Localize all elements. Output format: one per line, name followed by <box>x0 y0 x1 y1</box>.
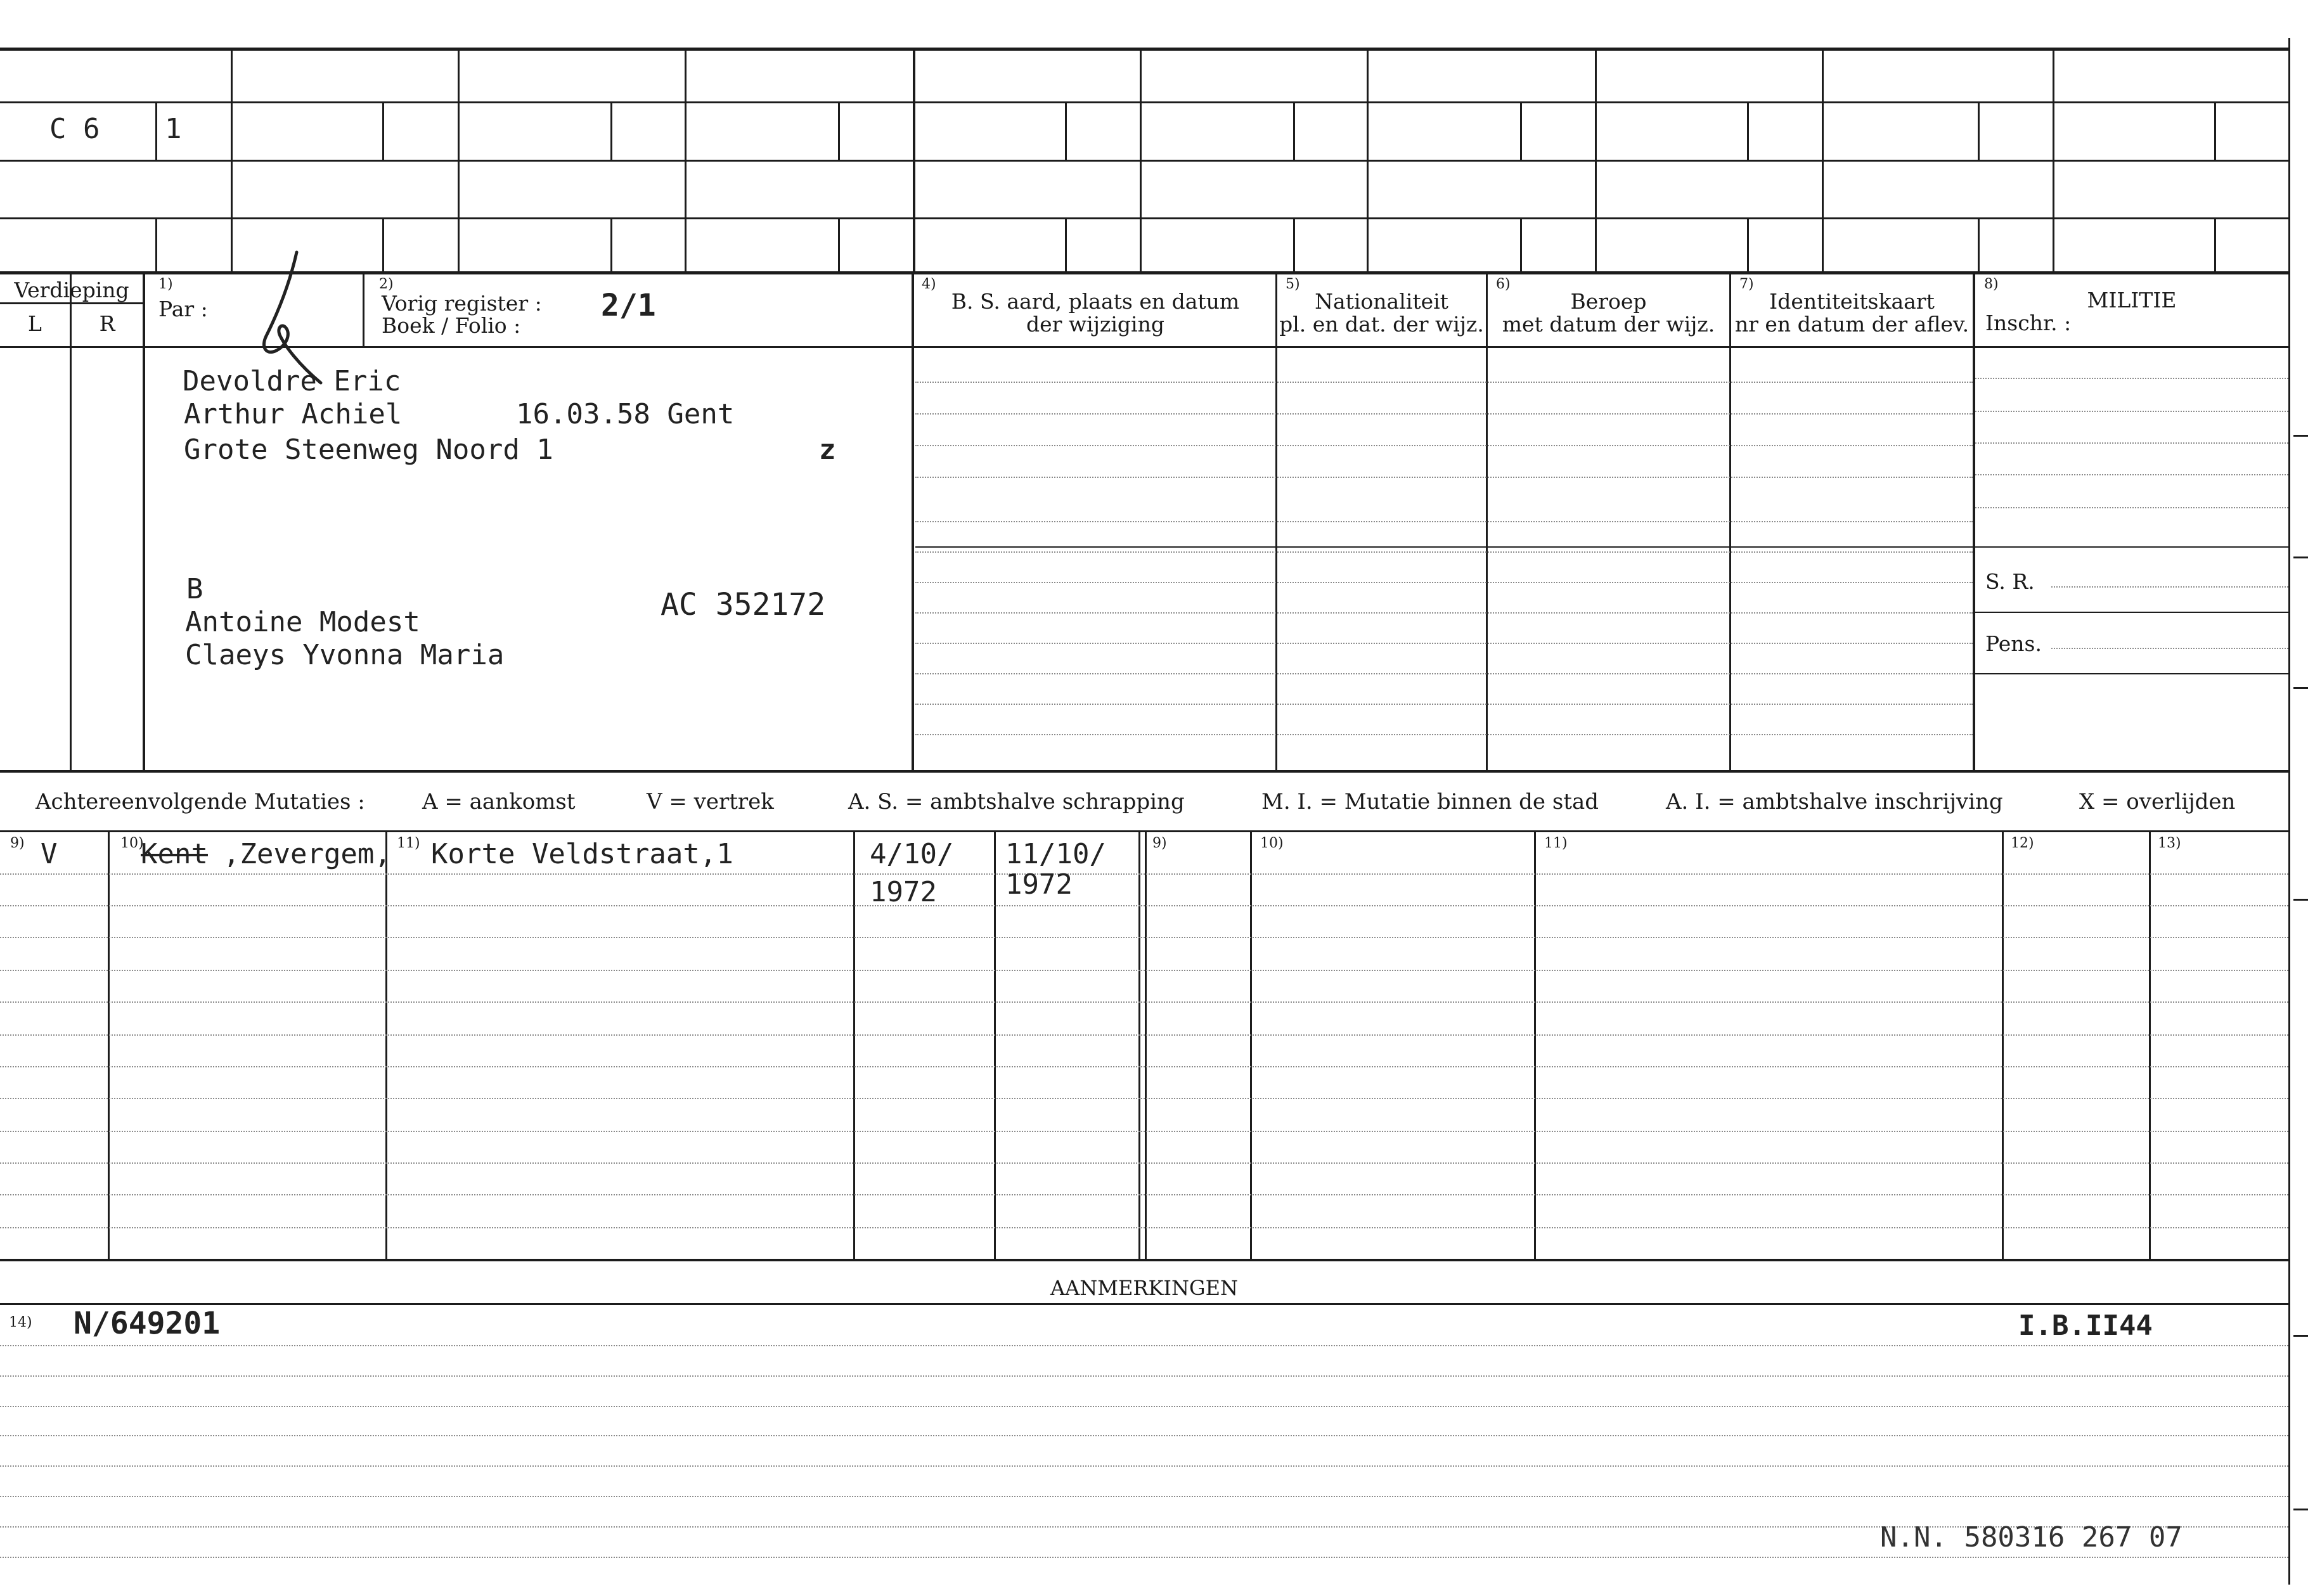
col-11-right: 11) <box>1544 835 1568 851</box>
ber-header-line2: met datum der wijz. <box>1502 312 1715 337</box>
person-father: Antoine Modest <box>185 606 420 638</box>
id-header-line1: Identiteitskaart <box>1769 289 1935 314</box>
note-14: 14) <box>9 1315 32 1330</box>
pens-label: Pens. <box>1985 631 2042 656</box>
handwritten-mark-icon <box>247 247 336 393</box>
remarks-code: I.B.II44 <box>2018 1310 2153 1342</box>
vorig-register-label: Vorig register : <box>382 291 542 316</box>
col-12: 12) <box>2011 835 2034 851</box>
legend-x: X = overlijden <box>2079 789 2236 814</box>
person-name: Devoldre Eric <box>183 365 401 397</box>
col-9-right: 9) <box>1152 835 1167 851</box>
col-10-left: 10) <box>120 835 144 851</box>
mutation-struck-place: Kent <box>141 838 208 870</box>
mutation-type: V <box>41 838 58 870</box>
legend-v: V = vertrek <box>647 789 774 814</box>
note-8: 8) <box>1984 276 1999 292</box>
boek-folio-label: Boek / Folio : <box>382 313 521 338</box>
legend-ai: A. I. = ambtshalve inschrijving <box>1666 789 2003 814</box>
note-4: 4) <box>922 276 936 292</box>
mutation-date2-a: 11/10/ <box>1005 838 1106 870</box>
mutation-place: ,Zevergem, <box>223 838 391 870</box>
note-6: 6) <box>1496 276 1511 292</box>
person-mark: z <box>819 434 836 466</box>
legend-as: A. S. = ambtshalve schrapping <box>848 789 1185 814</box>
col-11-left: 11) <box>397 835 420 851</box>
legend-mi: M. I. = Mutatie binnen de stad <box>1261 789 1599 814</box>
id-header-line2: nr en datum der aflev. <box>1734 312 1970 337</box>
col-9-left: 9) <box>10 835 25 851</box>
mutation-street: Korte Veldstraat,1 <box>431 838 733 870</box>
remarks-title: AANMERKINGEN <box>1050 1276 1238 1300</box>
col-10-right: 10) <box>1260 835 1284 851</box>
note-1: 1) <box>158 276 173 292</box>
militie-header: MILITIE <box>2087 288 2177 312</box>
r-label: R <box>99 311 115 336</box>
ber-header-line1: Beroep <box>1570 289 1647 314</box>
mutation-date2-b: 1972 <box>1005 868 1073 901</box>
nat-header-line2: pl. en dat. der wijz. <box>1279 312 1484 337</box>
legend-title: Achtereenvolgende Mutaties : <box>35 789 365 814</box>
bs-header-line2: der wijziging <box>1026 312 1164 337</box>
top-code: C 6 <box>49 113 100 145</box>
note-2: 2) <box>379 276 394 292</box>
person-id-card: AC 352172 <box>661 587 826 622</box>
verdieping-label: Verdieping <box>14 278 129 302</box>
l-label: L <box>28 311 42 336</box>
person-mother: Claeys Yvonna Maria <box>185 639 505 671</box>
col-13: 13) <box>2158 835 2181 851</box>
remarks-ref: N/649201 <box>74 1306 221 1341</box>
bs-header-line1: B. S. aard, plaats en datum <box>951 289 1240 314</box>
note-5: 5) <box>1286 276 1300 292</box>
top-number: 1 <box>165 113 182 145</box>
person-given-names: Arthur Achiel <box>184 398 403 430</box>
legend-a: A = aankomst <box>422 789 576 814</box>
note-7: 7) <box>1739 276 1754 292</box>
person-address: Grote Steenweg Noord 1 <box>184 434 553 466</box>
register-value: 2/1 <box>601 288 656 323</box>
person-b: B <box>186 573 203 605</box>
person-birth: 16.03.58 Gent <box>516 398 735 430</box>
national-number: N.N. 580316 267 07 <box>1880 1521 2182 1554</box>
par-label: Par : <box>158 297 208 321</box>
nat-header-line1: Nationaliteit <box>1315 289 1448 314</box>
mutation-date1-a: 4/10/ <box>870 838 954 870</box>
mutation-date1-b: 1972 <box>870 876 937 908</box>
inschr-label: Inschr. : <box>1985 311 2072 335</box>
sr-label: S. R. <box>1985 569 2035 594</box>
